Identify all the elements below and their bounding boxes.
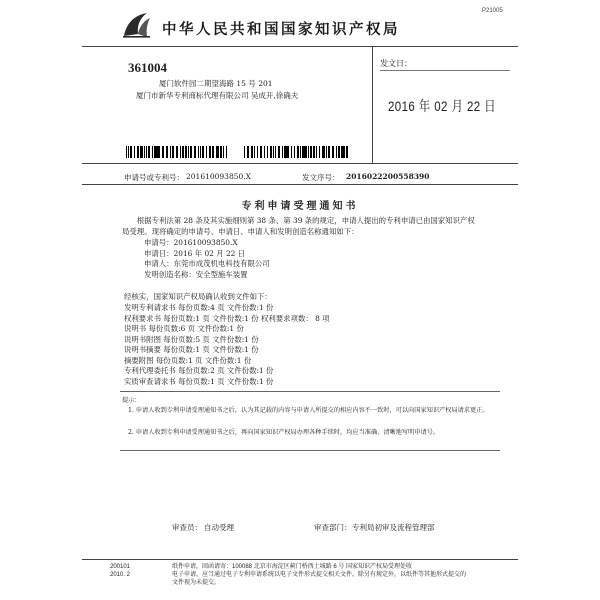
electronic-filing-note-cont: 文件视为未提交。 bbox=[172, 580, 221, 586]
barcode-bar bbox=[275, 146, 277, 158]
barcode-bar bbox=[212, 146, 214, 158]
notes-rule bbox=[120, 391, 500, 392]
notes-bottom-rule bbox=[120, 450, 500, 451]
document-item: 说明书摘要 每份页数:1 页 文件份数:1 份 bbox=[124, 345, 259, 354]
electronic-filing-note: 电子申请，应当通过电子专利申请系统以电子文件形式提交相关文件。除另有规定外，以纸件等其他形式提交的 bbox=[172, 572, 467, 578]
barcode-bar bbox=[310, 146, 312, 158]
barcode-bar bbox=[176, 146, 178, 158]
department-label: 审查部门： bbox=[314, 523, 352, 532]
barcode-bar bbox=[185, 146, 187, 158]
barcode-bar bbox=[190, 146, 192, 158]
dispatch-serial-label: 发文序号： bbox=[302, 173, 340, 182]
barcode-bar bbox=[313, 146, 315, 158]
mailing-address-note: 纸件申请，回函请寄：100088 北京市海淀区蓟门桥西土城路 6 号 国家知识产权局受理处收 bbox=[172, 564, 413, 570]
barcode-bar bbox=[148, 146, 150, 158]
barcode-bar bbox=[159, 146, 160, 158]
document-item: 发明专利请求书 每份页数:4 页 文件份数:1 份 bbox=[124, 303, 274, 312]
dispatch-date-underline bbox=[380, 70, 510, 71]
dispatch-serial-value: 2016022200558390 bbox=[346, 172, 430, 181]
recipient-address: 厦门软件园二期望海路 15 号 201 bbox=[159, 79, 273, 88]
barcode-bar bbox=[341, 146, 343, 158]
form-version: 2010. 2 bbox=[110, 572, 131, 578]
barcode-bar bbox=[162, 146, 164, 158]
document-item: 专利代理委托书 每份页数:2 页 文件份数:1 份 bbox=[124, 366, 274, 375]
barcode-bar bbox=[130, 146, 132, 158]
header-divider bbox=[372, 46, 373, 163]
barcode-bar bbox=[217, 146, 219, 158]
dispatch-date-label: 发文日： bbox=[380, 59, 412, 68]
barcode-bar bbox=[146, 146, 148, 158]
barcode-bar bbox=[156, 146, 158, 158]
barcode-bar bbox=[316, 146, 317, 158]
field-application-number: 申请号：201610093850.X bbox=[144, 238, 238, 247]
document-item: 摘要附图 每份页数:1 页 文件份数:1 份 bbox=[124, 355, 252, 365]
barcode-bar bbox=[200, 146, 202, 158]
barcode-bar bbox=[264, 146, 265, 158]
barcode-bar bbox=[223, 146, 224, 158]
documents-intro: 经核实，国家知识产权局确认收到文件如下： bbox=[124, 292, 272, 301]
barcode-bar bbox=[284, 146, 286, 158]
barcode-bar bbox=[332, 146, 334, 158]
barcode-bar bbox=[254, 146, 255, 158]
notice-intro: 根据专利法第 28 条及其实施细则第 38 条、第 39 条的规定，申请人提出的专利申请已由国家知识产权局受理。现将确定的申请号、申请日、申请人和发明创造名称通知如下： bbox=[122, 216, 475, 236]
barcode-bar bbox=[278, 146, 280, 158]
document-item: 说明书附图 每份页数:5 页 文件份数:1 份 bbox=[124, 334, 259, 344]
barcode-bar bbox=[206, 146, 207, 158]
barcode-bar bbox=[346, 146, 348, 158]
address-rule bbox=[82, 163, 518, 164]
barcode-bar bbox=[172, 146, 174, 158]
application-number-value: 201610093850.X bbox=[186, 172, 251, 181]
barcode-bar bbox=[328, 146, 330, 158]
barcode-bar bbox=[180, 146, 181, 158]
note-item: 1. 申请人收到专利申请受理通知书之后，认为其记载的内容与申请人所提交的相应内容不一致时，可以向国家知识产权局请求更正。 bbox=[128, 407, 489, 414]
application-number-label: 申请号或专利号： bbox=[124, 173, 184, 182]
barcode-bar bbox=[166, 146, 168, 158]
examiner-value: 自动受理 bbox=[204, 523, 234, 532]
barcode-bar bbox=[128, 146, 130, 158]
field-filing-date: 申请日：2016 年 02 月 22 日 bbox=[144, 248, 246, 258]
notes-title: 提示： bbox=[122, 397, 141, 404]
barcode-bar bbox=[286, 146, 288, 158]
barcode-bar bbox=[202, 146, 204, 158]
barcode-bar bbox=[322, 146, 324, 158]
recipient-agency: 厦门市新华专利商标代理有限公司 吴成开,徐确夫 bbox=[136, 91, 299, 100]
barcode-bar bbox=[257, 146, 259, 158]
postal-code: 361004 bbox=[128, 60, 167, 75]
document-item: 说明书 每份页数:6 页 文件份数:1 份 bbox=[124, 324, 244, 333]
office-title: 中华人民共和国国家知识产权局 bbox=[162, 22, 400, 38]
footer-rule bbox=[82, 559, 518, 560]
header-rule bbox=[82, 46, 518, 47]
barcode-bar bbox=[134, 146, 135, 158]
barcode-bar bbox=[319, 146, 321, 158]
barcode-bar bbox=[297, 146, 299, 158]
form-code: P21005 bbox=[482, 8, 503, 14]
barcode-bar bbox=[152, 146, 153, 158]
barcode-bar bbox=[326, 146, 327, 158]
barcode-bar bbox=[182, 146, 184, 158]
barcode-bar bbox=[226, 146, 228, 158]
barcode-bar bbox=[170, 146, 171, 158]
barcode-bar bbox=[140, 146, 142, 158]
field-invention-title: 发明创造名称：安全型施车装置 bbox=[144, 269, 248, 279]
barcode-bar bbox=[220, 146, 222, 158]
barcode-right bbox=[244, 146, 352, 158]
barcode-bar bbox=[308, 146, 309, 158]
note-item: 2. 申请人收到专利申请受理通知书之后，再向国家知识产权局办理各种手续时，均应当准确、清晰地写明申请号。 bbox=[128, 429, 440, 436]
barcode-bar bbox=[209, 146, 211, 158]
barcode-bar bbox=[247, 146, 249, 158]
barcode-bar bbox=[291, 146, 292, 158]
barcode-bar bbox=[336, 146, 337, 158]
form-id: 200101 bbox=[110, 564, 131, 570]
department-value: 专利局初审及流程管理部 bbox=[352, 523, 435, 532]
barcode-bar bbox=[244, 146, 245, 158]
barcode-bar bbox=[302, 146, 304, 158]
document-item: 实质审查请求书 每份页数:1 页 文件份数:1 份 bbox=[124, 376, 274, 386]
examiner-label: 审查员： bbox=[172, 523, 202, 532]
barcode-bar bbox=[194, 146, 196, 158]
notice-document bbox=[82, 6, 518, 594]
document-item: 权利要求书 每份页数:1 页 文件份数:1 份 权利要求项数： 8 项 bbox=[124, 313, 330, 323]
field-applicant: 申请人：东莞市成茂机电科技有限公司 bbox=[144, 259, 270, 268]
barcode-bar bbox=[154, 146, 156, 158]
barcode-bar bbox=[338, 146, 340, 158]
barcode-bar bbox=[251, 146, 253, 158]
barcode-bar bbox=[137, 146, 139, 158]
barcode-bar bbox=[304, 146, 306, 158]
cnipa-logo-icon bbox=[120, 10, 154, 40]
appno-rule bbox=[82, 184, 518, 185]
barcode-bar bbox=[260, 146, 262, 158]
barcode-left bbox=[126, 146, 230, 158]
barcode-bar bbox=[267, 146, 269, 158]
barcode-bar bbox=[294, 146, 296, 158]
barcode-bar bbox=[270, 146, 272, 158]
notice-title: 专利申请受理通知书 bbox=[241, 201, 359, 212]
dispatch-date: 2016 年 02 月 22 日 bbox=[388, 98, 497, 114]
